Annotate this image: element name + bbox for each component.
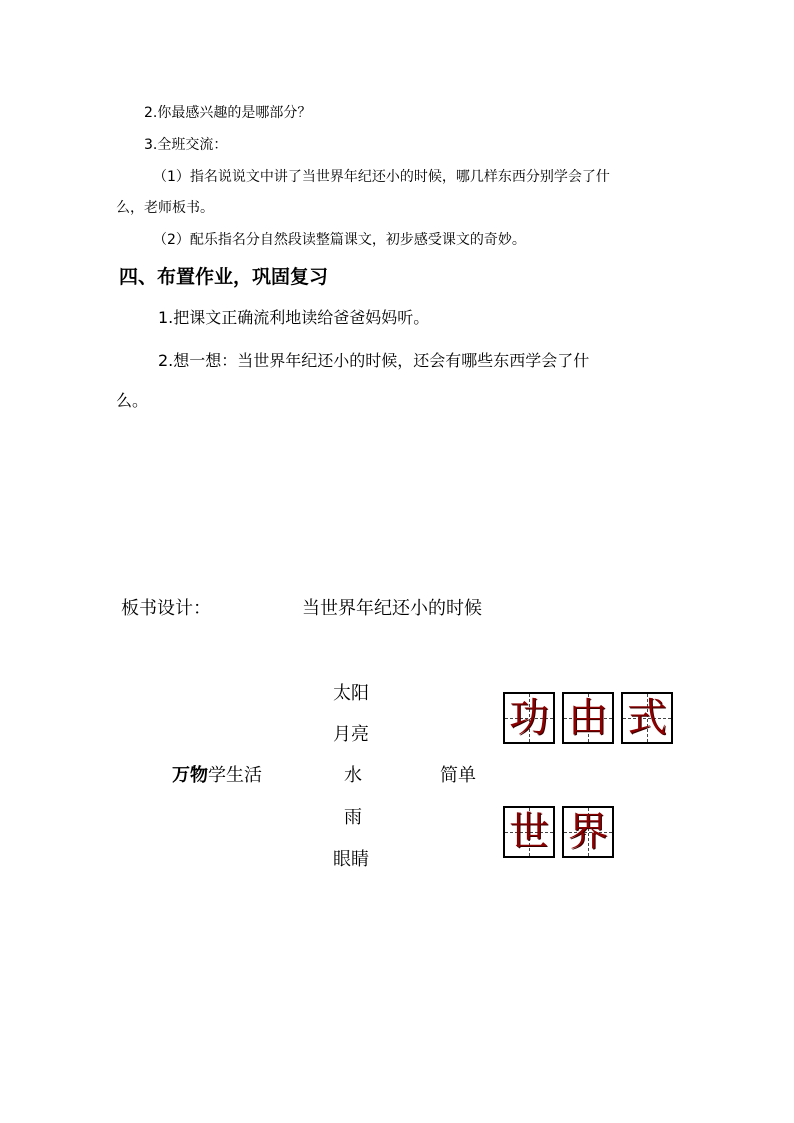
char-cell [503, 692, 555, 744]
grid-char: 式 [627, 695, 667, 741]
grid-char: 由 [568, 695, 608, 741]
item-1-line-2: 么，老师板书。 [116, 200, 214, 216]
board-item-eyes: 眼睛 [333, 849, 369, 870]
char-grid-row-1 [503, 692, 673, 744]
board-title: 当世界年纪还小的时候 [302, 598, 482, 619]
char-cell [562, 692, 614, 744]
board-item-sun: 太阳 [333, 683, 369, 704]
item-1-line-1: （1）指名说说文中讲了当世界年纪还小的时候，哪几样东西分别学会了什 [153, 169, 610, 185]
grid-char: 界 [568, 809, 608, 855]
grid-char: 世 [509, 809, 549, 855]
char-cell [621, 692, 673, 744]
homework-task-2-line-1: 2.想一想：当世界年纪还小的时候，还会有哪些东西学会了什 [158, 351, 590, 370]
board-subject-bold: 万物 [172, 765, 208, 786]
question-2: 2.你最感兴趣的是哪部分？ [144, 105, 312, 121]
board-subject-rest: 学生活 [208, 765, 262, 786]
section-heading: 四、布置作业，巩固复习 [119, 266, 329, 288]
homework-task-1: 1.把课文正确流利地读给爸爸妈妈听。 [158, 308, 430, 327]
board-simple: 简单 [440, 765, 476, 786]
char-cell [562, 806, 614, 858]
board-item-rain: 雨 [344, 807, 362, 828]
board-item-water: 水 [344, 765, 362, 786]
homework-task-2-line-2: 么。 [116, 391, 149, 410]
item-2: （2）配乐指名分自然段读整篇课文，初步感受课文的奇妙。 [153, 232, 526, 248]
char-cell [503, 806, 555, 858]
grid-char: 功 [509, 695, 549, 741]
board-label: 板书设计： [121, 598, 211, 619]
char-grid-row-2 [503, 806, 614, 858]
board-item-moon: 月亮 [333, 724, 369, 745]
question-3: 3.全班交流： [144, 137, 228, 153]
board-subject [172, 761, 262, 787]
